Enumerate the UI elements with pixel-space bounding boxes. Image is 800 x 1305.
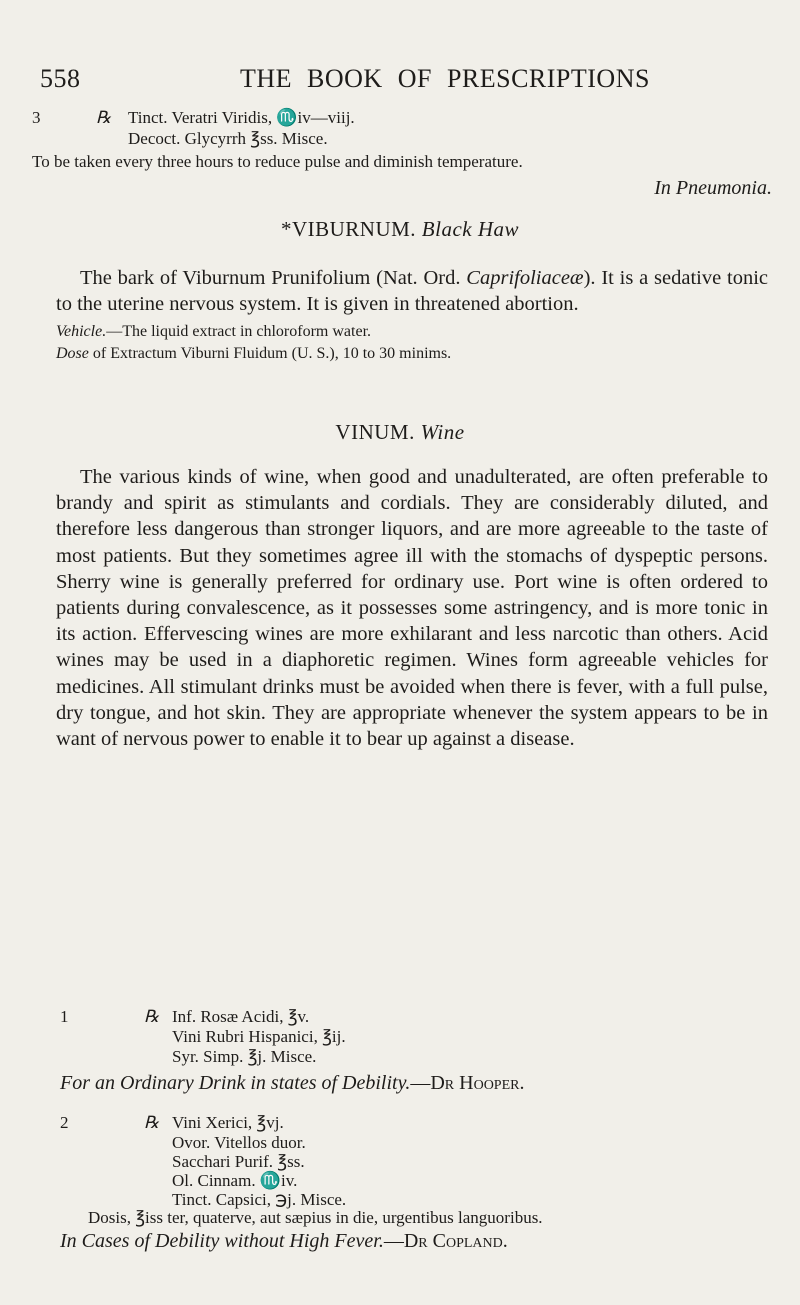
dose-label: Dose: [56, 345, 89, 363]
prescription-number: 2: [60, 1113, 69, 1132]
running-title: THE BOOK OF PRESCRIPTIONS: [240, 64, 650, 93]
section-heading-vinum: [0, 420, 800, 445]
ingredient-line: Sacchari Purif. ℥ss.: [172, 1152, 305, 1171]
prescription-context-line: [60, 1230, 770, 1253]
description-text: The bark of Viburnum Prunifolium (Nat. Ord.: [80, 267, 461, 289]
prescription-number: 3: [32, 108, 41, 127]
prescription-context: In Pneumonia.: [654, 177, 772, 199]
prescription-1: [60, 1006, 770, 1095]
vehicle-label: Vehicle.: [56, 323, 107, 341]
ingredient-line: Ol. Cinnam. ♏iv.: [172, 1171, 298, 1190]
ingredient-line: Inf. Rosæ Acidi, ℥v.: [172, 1007, 310, 1026]
dose-text: of Extractum Viburni Fluidum (U. S.), 10 to 30 minims.: [92, 345, 452, 363]
prescription-author: —Dr Copland.: [383, 1230, 508, 1252]
recipe-symbol: ℞: [144, 1007, 160, 1026]
viburnum-section: [56, 265, 768, 365]
vehicle-line: [56, 321, 768, 343]
section-heading-viburnum: [0, 217, 800, 242]
ingredient-line: Decoct. Glycyrrh ℥ss. Misce.: [128, 129, 328, 148]
ingredient-line: Tinct. Veratri Viridis, ♏iv—viij.: [128, 108, 355, 127]
prescription-author: —Dr Hooper.: [410, 1072, 525, 1094]
viburnum-description: [56, 265, 768, 317]
description-text: ). It is a sedative tonic to the uterine nervous system. It is given in threatened abortion.: [56, 267, 769, 316]
heading-title: *VIBURNUM.: [280, 217, 417, 241]
recipe-symbol: ℞: [96, 108, 112, 127]
heading-common-name: Black Haw: [421, 217, 520, 241]
prescription-context: In Cases of Debility without High Fever.: [60, 1230, 384, 1252]
prescription-number: 1: [60, 1007, 69, 1026]
heading-title: VINUM.: [335, 420, 415, 444]
prescription-2: [60, 1112, 770, 1253]
vehicle-text: —The liquid extract in chloroform water.: [106, 323, 372, 341]
ingredient-line: Vini Xerici, ℥vj.: [172, 1113, 284, 1132]
prescription-instruction: To be taken every three hours to reduce pulse and diminish temperature.: [32, 152, 523, 171]
dose-line: [56, 343, 768, 365]
dosage-instruction: Dosis, ℥iss ter, quaterve, aut sæpius in die, urgentibus languoribus.: [88, 1208, 543, 1227]
ingredient-line: Syr. Simp. ℥j. Misce.: [172, 1047, 317, 1066]
prescription-3: [32, 107, 772, 200]
recipe-symbol: ℞: [144, 1113, 160, 1132]
heading-common-name: Wine: [420, 420, 465, 444]
ingredient-line: Vini Rubri Hispanici, ℥ij.: [172, 1027, 346, 1046]
vinum-section: [56, 464, 768, 752]
prescription-context-line: [60, 1072, 770, 1095]
prescription-context: For an Ordinary Drink in states of Debility.: [60, 1072, 411, 1094]
ingredient-line: Ovor. Vitellos duor.: [172, 1133, 306, 1152]
page-number: 558: [40, 64, 81, 93]
vinum-description: The various kinds of wine, when good and unadulterated, are often preferable to brandy and spirit as stimulants and cordials. They are considerably diluted, and therefore less dangerous than stronger liquors, and are more agreeable to the taste of most patients. But they sometimes agree ill with the stomachs of dyspeptic persons. Sherry wine is generally preferred for ordinary use. Port wine is often ordered to patients during convalescence, as it possesses some astringency, and is more tonic in its action. Effervescing wines are more exhilarant and less narcotic than others. Acid wines may be used in a diaphoretic regimen. Wines form agreeable vehicles for medicines. All stimulant drinks must be avoided when there is fever, with a full pulse, dry tongue, and hot skin. They are appropriate whenever the system appears to be in want of nervous power to enable it to bear up against a disease.: [56, 466, 768, 751]
natural-order: Caprifoliaceæ: [466, 267, 584, 289]
ingredient-line: Tinct. Capsici, ℈j. Misce.: [172, 1190, 347, 1209]
